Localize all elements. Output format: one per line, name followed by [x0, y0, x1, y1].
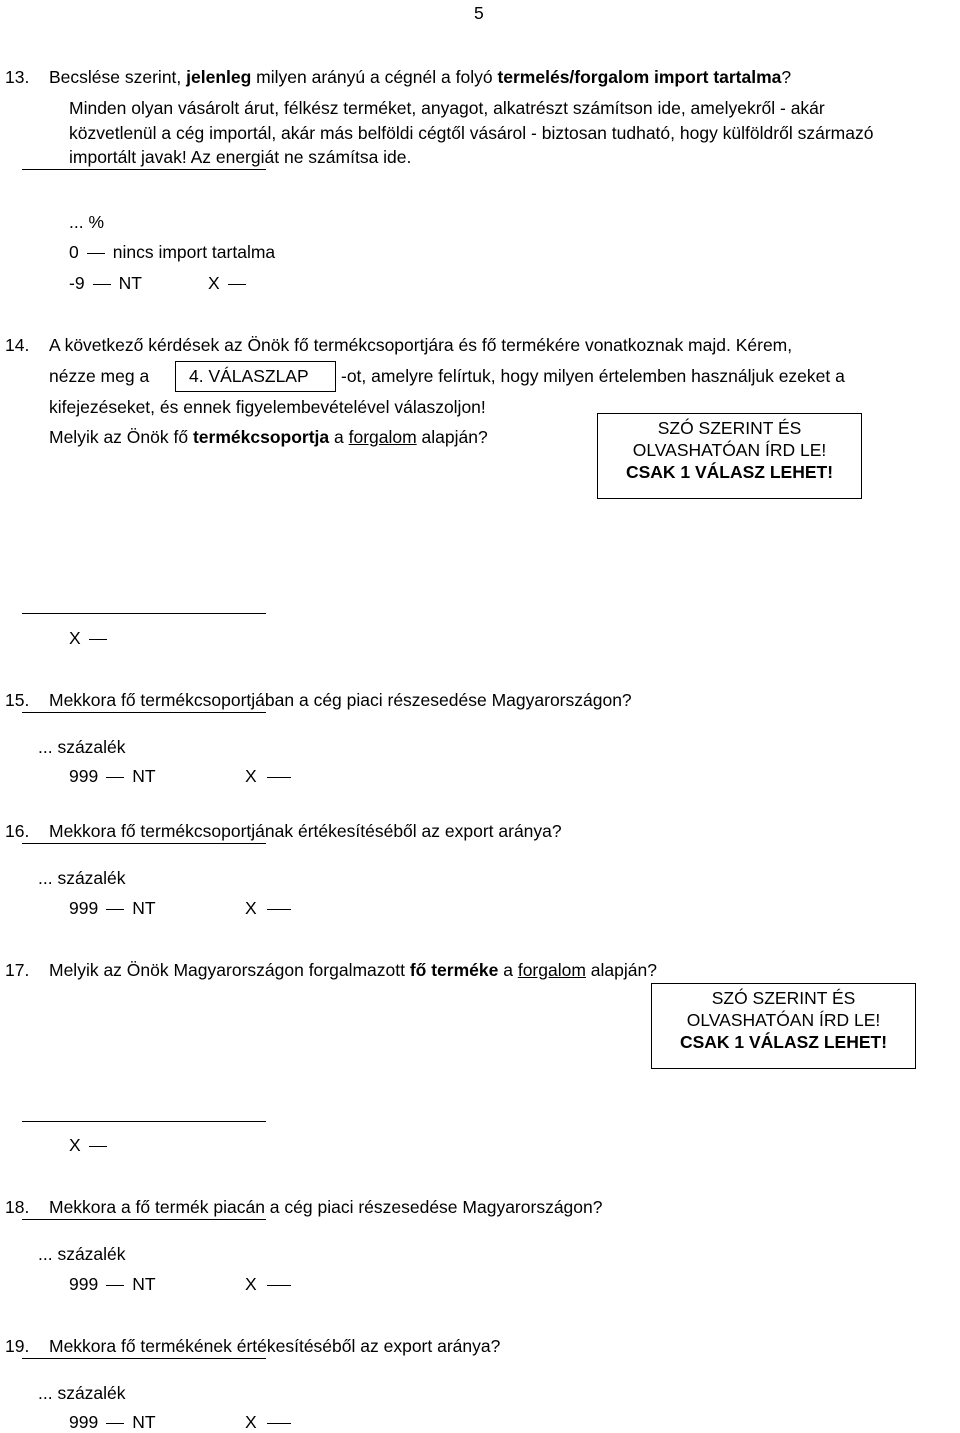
q16-option-nt[interactable]: 999 NT — [69, 898, 156, 918]
q13-instruction-line3: importált javak! Az energiát ne számítsa ide. — [69, 147, 412, 167]
q13-number: 13. — [5, 67, 30, 87]
q17-box-line1: SZÓ SZERINT ÉS — [711, 988, 856, 1008]
q15-number: 15. — [5, 690, 30, 710]
q14-line2-start: nézze meg a — [49, 366, 150, 386]
q16-divider — [22, 843, 266, 844]
q17-x-mark[interactable]: X — [69, 1134, 115, 1156]
q13-option-nt[interactable]: -9 NT — [69, 273, 142, 293]
q13-x-mark[interactable]: X — [208, 272, 254, 294]
q18-divider — [22, 1219, 266, 1220]
q19-question: Mekkora fő termékének értékesítéséből az export aránya? — [49, 1336, 501, 1356]
q13-option-none[interactable]: 0 nincs import tartalma — [69, 242, 276, 262]
q18-option-nt[interactable]: 999 NT — [69, 1274, 156, 1294]
q18-answer-percent[interactable]: ... százalék — [38, 1244, 126, 1264]
q13-instruction-line2: közvetlenül a cég importál, akár más belföldi cégtől vásárol - biztosan tudható, hogy külföldről származó — [69, 123, 874, 143]
q17-answer-line[interactable] — [22, 1121, 266, 1122]
q13-divider — [22, 169, 266, 170]
q19-option-nt[interactable]: 999 NT — [69, 1412, 156, 1432]
q14-line3: kifejezéseket, és ennek figyelembevételével válaszoljon! — [49, 397, 486, 417]
q19-answer-percent[interactable]: ... százalék — [38, 1383, 126, 1403]
q14-number: 14. — [5, 335, 30, 355]
q16-answer-percent[interactable]: ... százalék — [38, 868, 126, 888]
q14-box-line2: OLVASHATÓAN ÍRD LE! — [632, 440, 827, 460]
page-number: 5 — [474, 3, 484, 23]
q17-number: 17. — [5, 960, 30, 980]
q17-box-line2: OLVASHATÓAN ÍRD LE! — [686, 1010, 881, 1030]
q17-question: Melyik az Önök Magyarországon forgalmazott fő terméke a forgalom alapján? — [49, 960, 657, 980]
q18-number: 18. — [5, 1197, 30, 1217]
q15-answer-percent[interactable]: ... százalék — [38, 737, 126, 757]
q19-divider — [22, 1358, 266, 1359]
q14-line2-end: -ot, amelyre felírtuk, hogy milyen értelemben használjuk ezeket a — [341, 366, 845, 386]
q14-line1: A következő kérdések az Önök fő termékcsoportjára és fő termékére vonatkoznak majd. Kérem, — [49, 335, 793, 355]
q18-question: Mekkora a fő termék piacán a cég piaci részesedése Magyarországon? — [49, 1197, 603, 1217]
q13-question: Becslése szerint, jelenleg milyen arányú a cégnél a folyó termelés/forgalom import tartalma? — [49, 67, 792, 87]
q14-instruction-box — [597, 413, 862, 499]
q16-question: Mekkora fő termékcsoportjának értékesítéséből az export aránya? — [49, 821, 562, 841]
q16-number: 16. — [5, 821, 30, 841]
q19-number: 19. — [5, 1336, 30, 1356]
q13-instruction-line1: Minden olyan vásárolt árut, félkész terméket, anyagot, alkatrészt számítson ide, amelyekről - akár — [69, 98, 825, 118]
answer-sheet-label: 4. VÁLASZLAP — [189, 366, 309, 386]
q14-box-line3: CSAK 1 VÁLASZ LEHET! — [625, 462, 834, 482]
q16-x-mark[interactable]: X — [245, 897, 299, 919]
q14-answer-line[interactable] — [22, 613, 266, 614]
q18-x-mark[interactable]: X — [245, 1273, 299, 1295]
q14-line4: Melyik az Önök fő termékcsoportja a forgalom alapján? — [49, 427, 488, 447]
q19-x-mark[interactable]: X — [245, 1411, 299, 1433]
q15-question: Mekkora fő termékcsoportjában a cég piaci részesedése Magyarországon? — [49, 690, 632, 710]
q15-option-nt[interactable]: 999 NT — [69, 766, 156, 786]
q13-answer-percent[interactable]: ... % — [69, 212, 105, 232]
q14-box-line1: SZÓ SZERINT ÉS — [657, 418, 802, 438]
q15-divider — [22, 712, 266, 713]
q17-box-line3: CSAK 1 VÁLASZ LEHET! — [679, 1032, 888, 1052]
q15-x-mark[interactable]: X — [245, 765, 299, 787]
q14-x-mark[interactable]: X — [69, 627, 115, 649]
q17-instruction-box — [651, 983, 916, 1069]
